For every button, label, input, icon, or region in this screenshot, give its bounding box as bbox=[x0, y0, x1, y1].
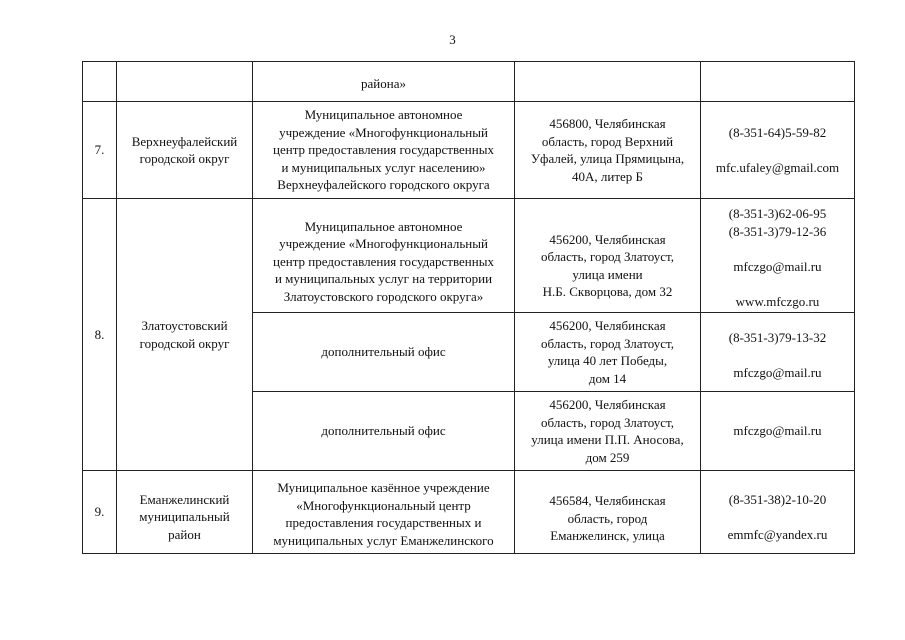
number-cell bbox=[83, 471, 117, 554]
phone-number: (8-351-3)79-12-36 bbox=[728, 223, 827, 239]
address-line: область, город Златоуст, bbox=[541, 249, 674, 264]
institution-name-line: центр предоставления государственных bbox=[273, 142, 494, 158]
email-address: mfczgo@mail.ru bbox=[733, 423, 822, 439]
institution-name-line: Муниципальное автономное bbox=[304, 107, 463, 123]
contacts-cell bbox=[701, 62, 855, 102]
district-line: Верхнеуфалейский bbox=[131, 133, 238, 149]
institution-name-line: Муниципальное автономное bbox=[304, 218, 463, 234]
institution-name-line: Муниципальное казённое учреждение bbox=[277, 480, 490, 495]
address-cell bbox=[515, 313, 701, 392]
address-line: 456200, Челябинская bbox=[549, 397, 666, 412]
address-line: область, город Златоуст, bbox=[541, 335, 674, 351]
contacts-cell bbox=[701, 313, 855, 392]
row-number: 8. bbox=[94, 326, 105, 342]
website-link: www.mfczgo.ru bbox=[735, 293, 820, 309]
contacts-cell bbox=[701, 392, 855, 471]
address-line: дом 259 bbox=[585, 449, 630, 465]
district-cell bbox=[117, 471, 253, 554]
mfc-table bbox=[82, 61, 855, 554]
number-cell bbox=[83, 199, 117, 471]
number-cell bbox=[83, 102, 117, 199]
address-line: 456200, Челябинская bbox=[549, 231, 666, 247]
district-line: Еманжелинский bbox=[139, 491, 230, 507]
address-cell bbox=[515, 199, 701, 313]
address-line: 456200, Челябинская bbox=[549, 318, 666, 333]
address-line: Еманжелинск, улица bbox=[550, 528, 665, 544]
phone-number: (8-351-64)5-59-82 bbox=[728, 124, 827, 140]
email-address: mfczgo@mail.ru bbox=[733, 364, 822, 380]
district-line: городской округ bbox=[139, 335, 230, 351]
institution-cell bbox=[253, 471, 515, 554]
institution-cell bbox=[253, 392, 515, 471]
email-address: emmfc@yandex.ru bbox=[727, 526, 828, 542]
contacts-cell bbox=[701, 471, 855, 554]
institution-cell bbox=[253, 199, 515, 313]
address-line: область, город Верхний bbox=[541, 133, 674, 149]
district-line: городской округ bbox=[139, 151, 230, 166]
address-line: улица 40 лет Победы, bbox=[547, 353, 668, 368]
address-line: Уфалей, улица Прямицына, bbox=[530, 151, 685, 166]
email-address: mfc.ufaley@gmail.com bbox=[715, 159, 840, 175]
address-cell bbox=[515, 392, 701, 471]
institution-name-line: центр предоставления государственных bbox=[273, 253, 494, 269]
phone-number: (8-351-38)2-10-20 bbox=[728, 491, 827, 507]
address-cell bbox=[515, 471, 701, 554]
office-label: дополнительный офис bbox=[321, 344, 446, 360]
institution-name-line: Златоустовского городского округа» bbox=[283, 288, 484, 304]
district-line: муниципальный bbox=[139, 509, 230, 525]
district-cell bbox=[117, 62, 253, 102]
row-number: 7. bbox=[94, 142, 105, 158]
institution-cell bbox=[253, 313, 515, 392]
institution-name-line: района» bbox=[361, 75, 406, 91]
institution-name-line: учреждение «Многофункциональный bbox=[279, 236, 488, 252]
table-row-7 bbox=[83, 102, 855, 199]
address-cell bbox=[515, 102, 701, 199]
address-line: 456800, Челябинская bbox=[549, 116, 666, 131]
office-label: дополнительный офис bbox=[321, 423, 446, 439]
phone-number: (8-351-3)62-06-95 bbox=[728, 206, 827, 221]
institution-name-line: предоставления государственных и bbox=[285, 515, 482, 530]
contacts-cell bbox=[701, 199, 855, 313]
address-line: улица имени П.П. Аносова, bbox=[531, 432, 684, 447]
number-cell bbox=[83, 62, 117, 102]
institution-name-line: учреждение «Многофункциональный bbox=[279, 124, 488, 140]
district-line: Златоустовский bbox=[141, 318, 228, 333]
page-number: 3 bbox=[449, 32, 456, 47]
district-line: район bbox=[168, 526, 201, 542]
address-cell bbox=[515, 62, 701, 102]
table-row-continuation bbox=[83, 62, 855, 102]
address-line: улица имени bbox=[572, 266, 643, 282]
contacts-cell bbox=[701, 102, 855, 199]
institution-name-line: и муниципальных услуг населению» bbox=[281, 159, 486, 175]
phone-number: (8-351-3)79-13-32 bbox=[728, 329, 827, 345]
row-number: 9. bbox=[94, 504, 105, 520]
institution-name-line: и муниципальных услуг на территории bbox=[274, 271, 493, 287]
address-line: дом 14 bbox=[588, 370, 627, 386]
institution-cell bbox=[253, 62, 515, 102]
address-line: Н.Б. Скворцова, дом 32 bbox=[542, 284, 673, 299]
institution-cell bbox=[253, 102, 515, 199]
email-address: mfczgo@mail.ru bbox=[733, 258, 822, 274]
address-line: область, город bbox=[567, 510, 648, 526]
institution-name-line: муниципальных услуг Еманжелинского bbox=[273, 532, 494, 548]
district-cell bbox=[117, 199, 253, 471]
institution-name-line: «Многофункциональный центр bbox=[296, 497, 471, 513]
address-line: 40А, литер Б bbox=[572, 168, 643, 184]
table-row-8-main bbox=[83, 199, 855, 313]
address-line: 456584, Челябинская bbox=[549, 493, 666, 509]
district-cell bbox=[117, 102, 253, 199]
institution-name-line: Верхнеуфалейского городского округа bbox=[277, 177, 490, 193]
address-line: область, город Златоуст, bbox=[541, 414, 674, 430]
table-row-9 bbox=[83, 471, 855, 554]
